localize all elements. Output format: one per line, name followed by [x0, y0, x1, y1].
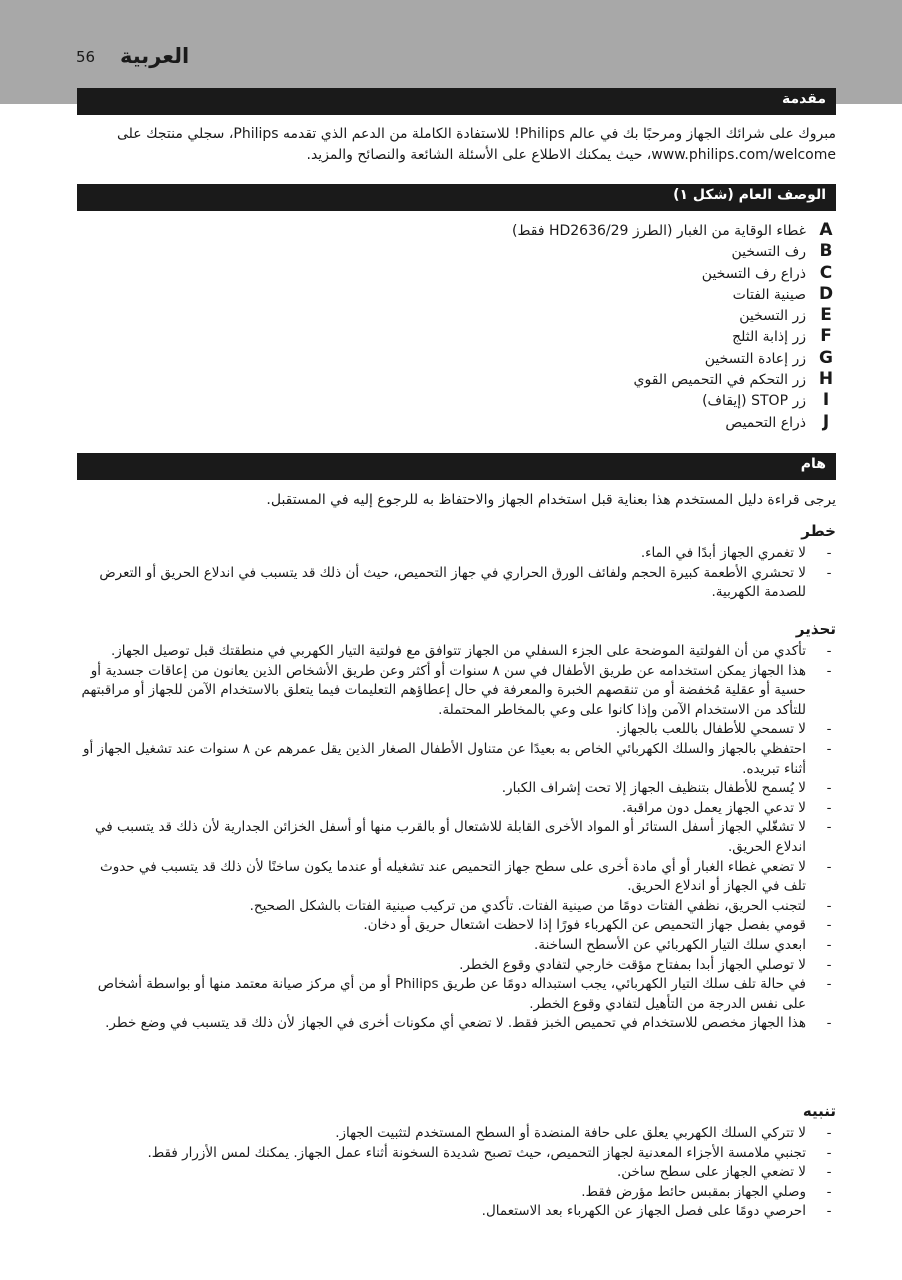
list-item [336, 263, 836, 284]
warning-item-text: لا يُسمح للأطفال بتنظيف الجهاز إلا تحت إشراف الكبار. [501, 780, 806, 797]
part-letter: D [818, 283, 834, 304]
part-letter: A [819, 220, 833, 240]
list-item: - لا يُسمح للأطفال بتنظيف الجهاز إلا تحت إشراف الكبار. [501, 780, 832, 797]
part-letter: F [820, 326, 832, 347]
warning-list [77, 642, 836, 1034]
list-item: - تجنبي ملامسة الأجزاء المعدنية لجهاز التحميص، حيث تصبح شديدة السخونة أثناء عمل الجهاز. يمكنك لمس الأزرار فقط. [147, 1144, 832, 1161]
caution-item-text: لا تتركي السلك الكهربي يعلق على حافة المنضدة أو السطح المستخدم لتثبيت الجهاز. [335, 1125, 806, 1141]
caution-list [77, 1124, 836, 1222]
list-item: - ابعدي سلك التيار الكهربائي عن الأسطح الساخنة. [534, 936, 832, 953]
list-item: - قومي بفصل جهاز التحميص عن الكهرباء فورًا إذا لاحظت اشتعال حريق أو دخان. [363, 917, 832, 934]
list-item: - تأكدي من أن الفولتية الموضحة على الجزء السفلي من الجهاز تتوافق مع فولتية التيار الكهربي في منطقتك قبل توصيل الجهاز. [110, 643, 832, 659]
list-item [336, 305, 836, 326]
general-section-bar [77, 184, 836, 211]
list-item: - لا تغمري الجهاز أبدًا في الماء. [640, 545, 832, 561]
list-item [336, 348, 836, 369]
danger-item-text: لا تغمري الجهاز أبدًا في الماء. [640, 545, 806, 561]
part-letter: C [819, 262, 833, 283]
language-title: العربية [120, 44, 190, 68]
part-label: صينية الفتات [732, 286, 806, 303]
general-title: الوصف العام (شكل ١) [673, 187, 826, 203]
caution-item-text: وصلي الجهاز بمقبس حائط مؤرض فقط. [581, 1183, 806, 1200]
part-label: ذراع التحميص [725, 414, 806, 431]
caution-item-text: لا تضعي الجهاز على سطح ساخن. [616, 1164, 806, 1181]
list-item [336, 326, 836, 347]
list-item: - وصلي الجهاز بمقبس حائط مؤرض فقط. [581, 1183, 832, 1200]
list-item: - هذا الجهاز يمكن استخدامه عن طريق الأطفال في سن ٨ سنوات أو أكثر وعن طريق الأشخاص الذين يعانون من إعاقات جسدية أو حسية أو عقلية مُخفضة أو من تنقصهم الخبرة والمعرفة في حال إعطاؤهم التعليمات فيما يتعلق بالاستخدام الآمن للجهاز أو مراقبتهم للتأكد من الاستخدام الآمن وإذا كانوا على وعي بالمخاطر المحتملة. [81, 662, 832, 718]
warning-item-text: تأكدي من أن الفولتية الموضحة على الجزء السفلي من الجهاز تتوافق مع فولتية التيار الكهربي في منطقتك قبل توصيل الجهاز. [110, 643, 806, 659]
list-item: - احرصي دومًا على فصل الجهاز عن الكهرباء بعد الاستعمال. [481, 1203, 832, 1220]
list-item: - لا توصلي الجهاز أبدا بمفتاح مؤقت خارجي لتفادي وقوع الخطر. [459, 956, 832, 973]
intro-section-bar [77, 88, 836, 115]
list-item: - لا تحشري الأطعمة كبيرة الحجم ولفائف الورق الحراري في جهاز التحميص، حيث أن ذلك قد يتسبب في اندلاع الحريق أو التعرض للصدمة الكهربية. [99, 564, 832, 601]
list-item: - احتفظي بالجهاز والسلك الكهربائي الخاص به بعيدًا عن متناول الأطفال الصغار الذين يقل عمرهم عن ٨ سنوات عند تشغيل الجهاز أو أثناء تبريده. [82, 740, 832, 777]
part-letter: G [819, 347, 833, 368]
intro-text: مبروك على شرائك الجهاز ومرحبًا بك في عالم Philips! للاستفادة الكاملة من الدعم الذي تقدمه Philips، سجلي منتجك على www.philips.com/welcome، حيث يمكنك الاطلاع على الأسئلة الشائعة والنصائح والمزيد. [116, 126, 836, 163]
danger-heading: خطر [801, 522, 836, 540]
warning-item-text: لا توصلي الجهاز أبدا بمفتاح مؤقت خارجي لتفادي وقوع الخطر. [459, 956, 806, 973]
warning-item-text: لا تشغّلي الجهاز أسفل الستائر أو المواد الأخرى القابلة للاشتعال أو بالقرب منها أو أسفل الخزائن الجدارية لأن ذلك قد يتسبب في اندلاع الحريق. [94, 819, 806, 855]
part-letter: I [822, 390, 830, 411]
warning-item-text: لتجنب الحريق، نظفي الفتات دومًا من صينية الفتات. تأكدي من تركيب صينية الفتات بالشكل الصحيح. [249, 897, 806, 914]
list-item [336, 220, 836, 241]
list-item: - لا تشغّلي الجهاز أسفل الستائر أو المواد الأخرى القابلة للاشتعال أو بالقرب منها أو أسفل الخزائن الجدارية لأن ذلك قد يتسبب في اندلاع الحريق. [94, 819, 832, 855]
caution-item-text: احرصي دومًا على فصل الجهاز عن الكهرباء بعد الاستعمال. [481, 1203, 806, 1220]
list-item: - هذا الجهاز مخصص للاستخدام في تحميص الخبز فقط. لا تضعي أي مكونات أخرى في الجهاز لأن ذلك قد يتسبب في وضع خطر. [105, 1015, 832, 1032]
part-letter: E [820, 305, 832, 326]
list-item [336, 284, 836, 305]
important-title: هام [800, 456, 826, 472]
list-item: - في حالة تلف سلك التيار الكهربائي، يجب استبداله دومًا عن طريق Philips أو من أي مركز صيانة معتمد منها أو بواسطة أشخاص على نفس الدرجة من التأهيل لتفادي وقوع الخطر. [97, 976, 832, 1012]
important-text: يرجى قراءة دليل المستخدم هذا بعناية قبل استخدام الجهاز والاحتفاظ به للرجوع إليه في المستقبل. [266, 492, 836, 508]
part-label: ذراع رف التسخين [701, 265, 806, 282]
part-letter: J [822, 411, 830, 432]
part-label: زر التسخين [739, 308, 806, 325]
warning-item-text: قومي بفصل جهاز التحميص عن الكهرباء فورًا إذا لاحظت اشتعال حريق أو دخان. [363, 917, 806, 934]
intro-title: مقدمة [782, 91, 826, 107]
list-item: - لا تدعي الجهاز يعمل دون مراقبة. [622, 799, 832, 816]
part-label: زر التحكم في التحميص القوي [633, 372, 806, 389]
page-number: 56 [76, 48, 96, 66]
list-item [336, 241, 836, 262]
list-item: - لا تضعي غطاء الغبار أو أي مادة أخرى على سطح جهاز التحميص عند تشغيله أو عندما يكون ساخنًا لأن ذلك قد يتسبب في حدوث تلف في الجهاز أو اندلاع الحريق. [99, 858, 832, 895]
warning-item-text: في حالة تلف سلك التيار الكهربائي، يجب استبداله دومًا عن طريق Philips أو من أي مركز صيانة معتمد منها أو بواسطة أشخاص على نفس الدرجة من التأهيل لتفادي وقوع الخطر. [97, 976, 806, 1012]
warning-item-text: ابعدي سلك التيار الكهربائي عن الأسطح الساخنة. [534, 936, 806, 953]
list-item [336, 369, 836, 390]
part-letter: H [818, 369, 834, 390]
list-item [336, 412, 836, 433]
part-label: رف التسخين [731, 244, 806, 261]
caution-heading: تنبيه [802, 1102, 836, 1120]
warning-heading: تحذير [795, 620, 836, 638]
danger-item-text: لا تحشري الأطعمة كبيرة الحجم ولفائف الورق الحراري في جهاز التحميص، حيث أن ذلك قد يتسبب في اندلاع الحريق أو التعرض للصدمة الكهربية. [99, 564, 806, 601]
warning-item-text: هذا الجهاز يمكن استخدامه عن طريق الأطفال في سن ٨ سنوات أو أكثر وعن طريق الأشخاص الذين يعانون من إعاقات جسدية أو حسية أو عقلية مُخفضة أو من تنقصهم الخبرة والمعرفة في حال إعطاؤهم التعليمات فيما يتعلق بالاستخدام الآمن للجهاز أو مراقبتهم للتأكد من الاستخدام الآمن وإذا كانوا على وعي بالمخاطر المحتملة. [81, 662, 806, 718]
warning-item-text: هذا الجهاز مخصص للاستخدام في تحميص الخبز فقط. لا تضعي أي مكونات أخرى في الجهاز لأن ذلك قد يتسبب في وضع خطر. [105, 1015, 806, 1032]
list-item: - لا تضعي الجهاز على سطح ساخن. [616, 1164, 832, 1181]
caution-item-text: تجنبي ملامسة الأجزاء المعدنية لجهاز التحميص، حيث تصبح شديدة السخونة أثناء عمل الجهاز. يمكنك لمس الأزرار فقط. [147, 1144, 806, 1161]
part-letter: B [819, 241, 833, 262]
part-label: زر إذابة الثلج [732, 329, 806, 346]
danger-list [77, 544, 836, 603]
list-item: - لتجنب الحريق، نظفي الفتات دومًا من صينية الفتات. تأكدي من تركيب صينية الفتات بالشكل الصحيح. [249, 897, 832, 914]
part-label: غطاء الوقاية من الغبار (الطرز HD2636/29 فقط) [511, 223, 806, 239]
part-label: زر STOP (إيقاف) [702, 393, 806, 410]
part-label: زر إعادة التسخين [704, 350, 806, 367]
parts-list [336, 220, 836, 433]
warning-item-text: لا تضعي غطاء الغبار أو أي مادة أخرى على سطح جهاز التحميص عند تشغيله أو عندما يكون ساخنًا لأن ذلك قد يتسبب في حدوث تلف في الجهاز أو اندلاع الحريق. [99, 858, 806, 895]
warning-item-text: احتفظي بالجهاز والسلك الكهربائي الخاص به بعيدًا عن متناول الأطفال الصغار الذين يقل عمرهم عن ٨ سنوات عند تشغيل الجهاز أو أثناء تبريده. [82, 740, 806, 777]
warning-item-text: لا تسمحي للأطفال باللعب بالجهاز. [615, 721, 806, 738]
list-item [336, 390, 836, 411]
warning-item-text: لا تدعي الجهاز يعمل دون مراقبة. [622, 799, 806, 816]
list-item: - لا تتركي السلك الكهربي يعلق على حافة المنضدة أو السطح المستخدم لتثبيت الجهاز. [335, 1125, 832, 1141]
list-item: - لا تسمحي للأطفال باللعب بالجهاز. [615, 721, 832, 738]
important-section-bar [77, 453, 836, 480]
